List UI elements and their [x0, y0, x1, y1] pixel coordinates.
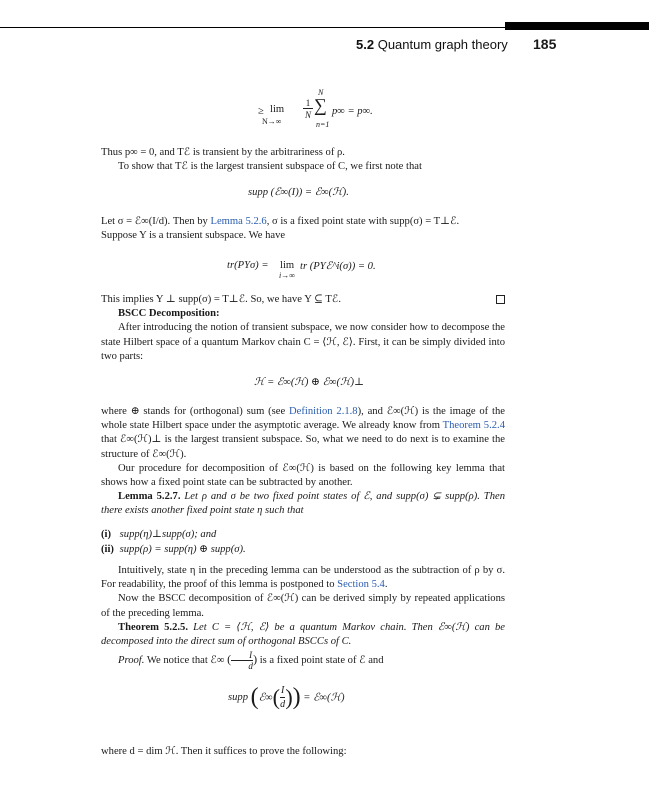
para2-post: , σ is a fixed point state with supp(σ) = T⊥ℰ. [266, 216, 460, 227]
theorem-5-2-4-link[interactable]: Theorem 5.2.4 [442, 420, 505, 432]
eq1-lim-sub: N→∞ [262, 117, 282, 126]
eq5-inner: ℰ∞ [258, 692, 273, 704]
paragraph-bscc [101, 293, 505, 364]
theorem-5-2-5 [101, 621, 505, 649]
running-header [356, 37, 508, 52]
eq1-sum-top: N [318, 88, 324, 97]
eq1-frac-den: N [304, 110, 311, 120]
para3-body: After introducing the notion of transient subspace, we now consider how to decompose the state Hilbert space of a quantum Markov chain C = ⟨ℋ, ℰ⟩. First, it can be simply divided into two parts: [101, 322, 505, 362]
equation-trace-limit [227, 256, 427, 286]
eq5-frac-den: d [280, 699, 286, 710]
para4-t1: where ⊕ stands for (orthogonal) sum (see [101, 406, 290, 417]
bscc-heading: BSCC Decomposition: [118, 308, 220, 320]
para1-line2: To show that Tℰ is the largest transient subspace of C, we first note that [118, 161, 422, 173]
eq5-frac-num: I [280, 685, 285, 696]
lemma-text: Let ρ and σ be two fixed point states of ℰ, and supp(σ) ⊊ supp(ρ). Then there exists another fixed point state η such that [101, 491, 505, 517]
eq1-sum-bottom: n=1 [316, 120, 330, 129]
proof-frac-num: I [231, 650, 253, 661]
section-number: 5.2 [356, 37, 375, 52]
eq3-lim-sub: i→∞ [279, 271, 295, 280]
para5-t2: . [384, 579, 388, 591]
para3-line1: This implies Y ⊥ supp(σ) = T⊥ℰ. So, we have Y ⊆ Tℰ. [101, 294, 341, 305]
sigma-sum-icon: ∑ [314, 95, 327, 115]
item1-text: supp(η)⊥supp(σ); and [119, 529, 217, 540]
item1-label: (i) [101, 529, 111, 540]
definition-2-1-8-link[interactable]: Definition 2.1.8 [289, 406, 358, 417]
proof-start: Proof. We notice that ℰ∞ ( $\frac{I}{d}$ ) is a fixed point state of ℰ and [118, 650, 384, 671]
para5-p2: Now the BSCC decomposition of ℰ∞(ℋ) can be derived simply by repeated applications of the preceding lemma. [101, 593, 505, 619]
proof-frac-den: d [248, 661, 253, 671]
section-5-4-link[interactable]: Section 5.4 [337, 579, 385, 591]
item2-label: (ii) [101, 544, 114, 555]
lemma-5-2-6-link[interactable]: Lemma 5.2.6 [210, 216, 267, 227]
eq5-lhs: supp [228, 692, 249, 703]
proof-label: Proof. [118, 654, 145, 666]
equation-supp: supp (ℰ∞(I)) = ℰ∞(ℋ). [248, 187, 349, 198]
para5-t1: Intuitively, state η in the preceding lemma can be understood as the subtraction of ρ by σ. For readability, the proof of this lemma is postponed to [101, 565, 505, 591]
para4-t2: ), and ℰ∞(ℋ) is the image of the whole state Hilbert space under the asymptotic average. We already know from [101, 406, 505, 432]
theorem-text: Let C = ⟨ℋ, ℰ⟩ be a quantum Markov chain. Then ℰ∞(ℋ) can be decomposed into the direct sum of orthogonal BSCCs of C. [101, 622, 506, 648]
eq5-rhs: = ℰ∞(ℋ) [303, 692, 345, 704]
paragraph-asymptotic [101, 405, 505, 490]
lemma-5-2-7 [101, 490, 505, 518]
para1-line1: Thus p∞ = 0, and Tℰ is transient by the arbitrariness of ρ. [101, 147, 345, 158]
para4-p2: Our procedure for decomposition of ℰ∞(ℋ) is based on the following key lemma that shows how a fixed point state can be subtracted by another. [101, 462, 505, 489]
eq1-lhs: ≥ [258, 106, 264, 117]
paragraph-intuition [101, 564, 505, 621]
proof-post: is a fixed point state of ℰ and [259, 654, 384, 666]
header-rule-thick [505, 22, 649, 30]
lemma-label: Lemma 5.2.7. [118, 491, 181, 502]
para2-line2: Suppose Y is a transient subspace. We have [101, 230, 286, 242]
lemma-item-2 [101, 543, 246, 555]
eq1-rhs: p∞ = p∞. [332, 106, 373, 117]
equation-decomposition: ℋ = ℰ∞(ℋ) ⊕ ℰ∞(ℋ)⊥ [254, 377, 365, 388]
paragraph-fixed-point [101, 215, 505, 243]
qed-square-icon [496, 295, 505, 304]
lemma-item-1 [101, 528, 216, 540]
section-title: Quantum graph theory [377, 37, 508, 52]
eq1-lim: lim [270, 104, 285, 115]
page-number: 185 [533, 36, 557, 52]
equation-supp-fraction: supp (ℰ∞( $\frac{I}{d}$ )) = ℰ∞(ℋ) [228, 684, 345, 710]
para4-t3: that ℰ∞(ℋ)⊥ is the largest transient subspace. So, what we need to do next is to examine the structure of ℰ∞(ℋ). [101, 434, 505, 460]
eq1-frac-num: 1 [303, 98, 313, 109]
eq3-lhs: tr(PYσ) = [227, 260, 269, 271]
para2-pre: Let σ = ℰ∞(I/d). Then by [101, 216, 211, 227]
theorem-label: Theorem 5.2.5. [118, 622, 188, 633]
final-line: where d = dim ℋ. Then it suffices to prove the following: [101, 746, 347, 757]
eq3-lim: lim [280, 260, 295, 271]
proof-pre: We notice that ℰ∞ [146, 654, 225, 666]
paragraph-transient [101, 146, 505, 174]
eq3-rhs: tr (PYℰ^i(σ)) = 0. [300, 261, 376, 272]
item2-text: supp(ρ) = supp(η) ⊕ supp(σ). [119, 544, 246, 555]
